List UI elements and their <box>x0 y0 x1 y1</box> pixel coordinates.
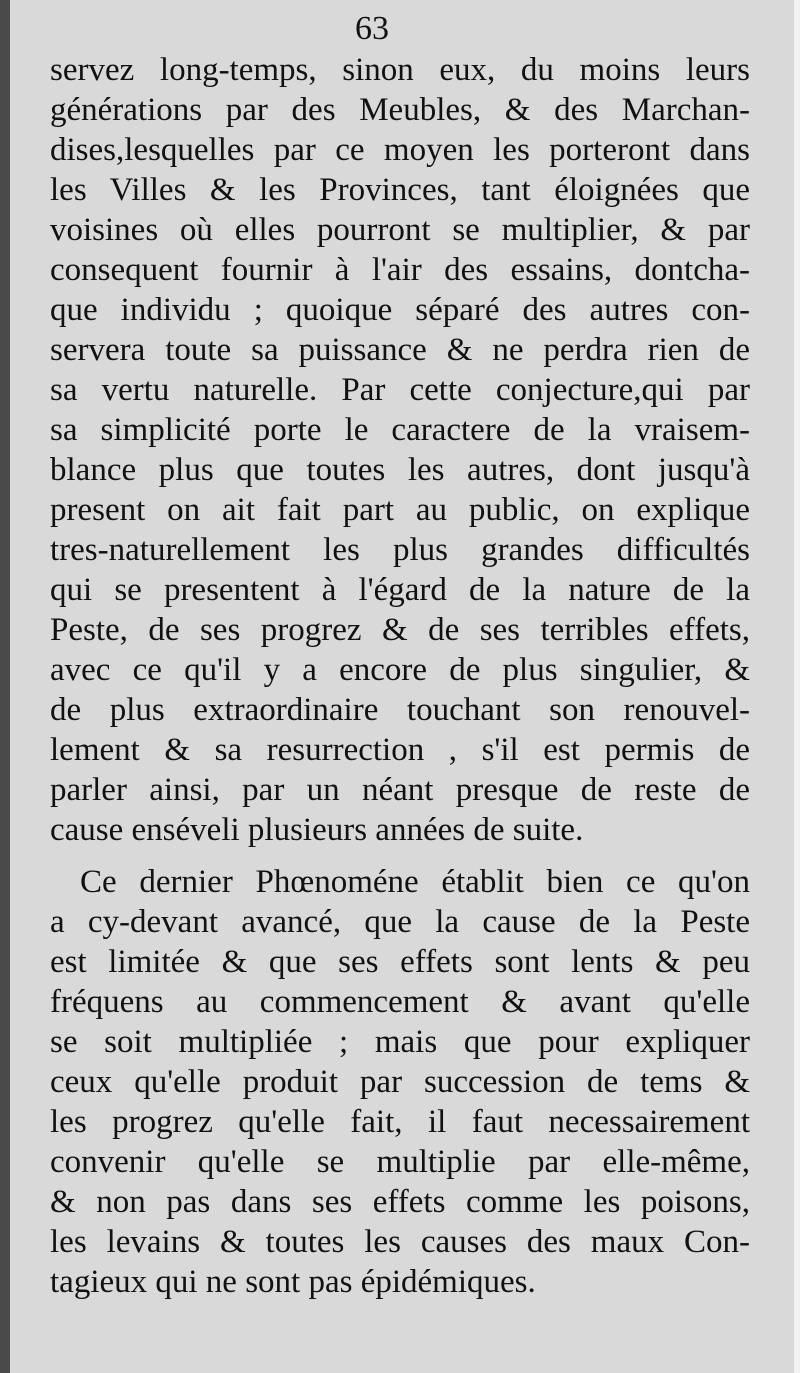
text-line: sa simplicité porte le caractere de la vraisem- <box>50 412 750 448</box>
text-line: Ce dernier Phœnoméne établit bien ce qu'on <box>80 864 750 900</box>
text-line: se soit multipliée ; mais que pour expliquer <box>50 1024 750 1060</box>
text-line: cause enséveli plusieurs années de suite. <box>50 812 584 848</box>
text-line: avec ce qu'il y a encore de plus singulier, & <box>50 652 750 688</box>
text-line: voisines où elles pourront se multiplier, & par <box>50 212 750 248</box>
text-line: les progrez qu'elle fait, il faut necessairement <box>50 1104 750 1140</box>
text-line: Peste, de ses progrez & de ses terribles effets, <box>50 612 750 648</box>
text-line: tagieux qui ne sont pas épidémiques. <box>50 1264 536 1300</box>
text-line: servez long-temps, sinon eux, du moins leurs <box>50 52 750 88</box>
text-line: les Villes & les Provinces, tant éloignées que <box>50 172 750 208</box>
text-line: générations par des Meubles, & des Marchan- <box>50 92 750 128</box>
text-line: consequent fournir à l'air des essains, dontcha- <box>50 252 750 288</box>
text-line: parler ainsi, par un néant presque de reste de <box>50 772 750 808</box>
text-line: tres-naturellement les plus grandes difficultés <box>50 532 750 568</box>
text-line: convenir qu'elle se multiplie par elle-même, <box>50 1144 750 1180</box>
text-line: les levains & toutes les causes des maux Con- <box>50 1224 750 1260</box>
text-line: & non pas dans ses effets comme les poisons, <box>50 1184 750 1220</box>
text-line: que individu ; quoique séparé des autres con- <box>50 292 750 328</box>
page-number: 63 <box>355 10 389 47</box>
text-line: de plus extraordinaire touchant son renouvel- <box>50 692 750 728</box>
text-line: servera toute sa puissance & ne perdra rien de <box>50 332 750 368</box>
text-line: qui se presentent à l'égard de la nature de la <box>50 572 750 608</box>
text-line: dises,lesquelles par ce moyen les porteront dans <box>50 132 750 168</box>
text-line: fréquens au commencement & avant qu'elle <box>50 984 750 1020</box>
text-line: ceux qu'elle produit par succession de tems & <box>50 1064 750 1100</box>
text-line: lement & sa resurrection , s'il est permis de <box>50 732 750 768</box>
paragraph-1 <box>50 50 750 850</box>
text-line: sa vertu naturelle. Par cette conjecture,qui par <box>50 372 750 408</box>
text-line: est limitée & que ses effets sont lents & peu <box>50 944 750 980</box>
body-text <box>50 50 750 1302</box>
text-line: a cy-devant avancé, que la cause de la Peste <box>50 904 750 940</box>
text-line: blance plus que toutes les autres, dont jusqu'à <box>50 452 750 488</box>
paragraph-2 <box>50 862 750 1302</box>
text-line: present on ait fait part au public, on explique <box>50 492 750 528</box>
